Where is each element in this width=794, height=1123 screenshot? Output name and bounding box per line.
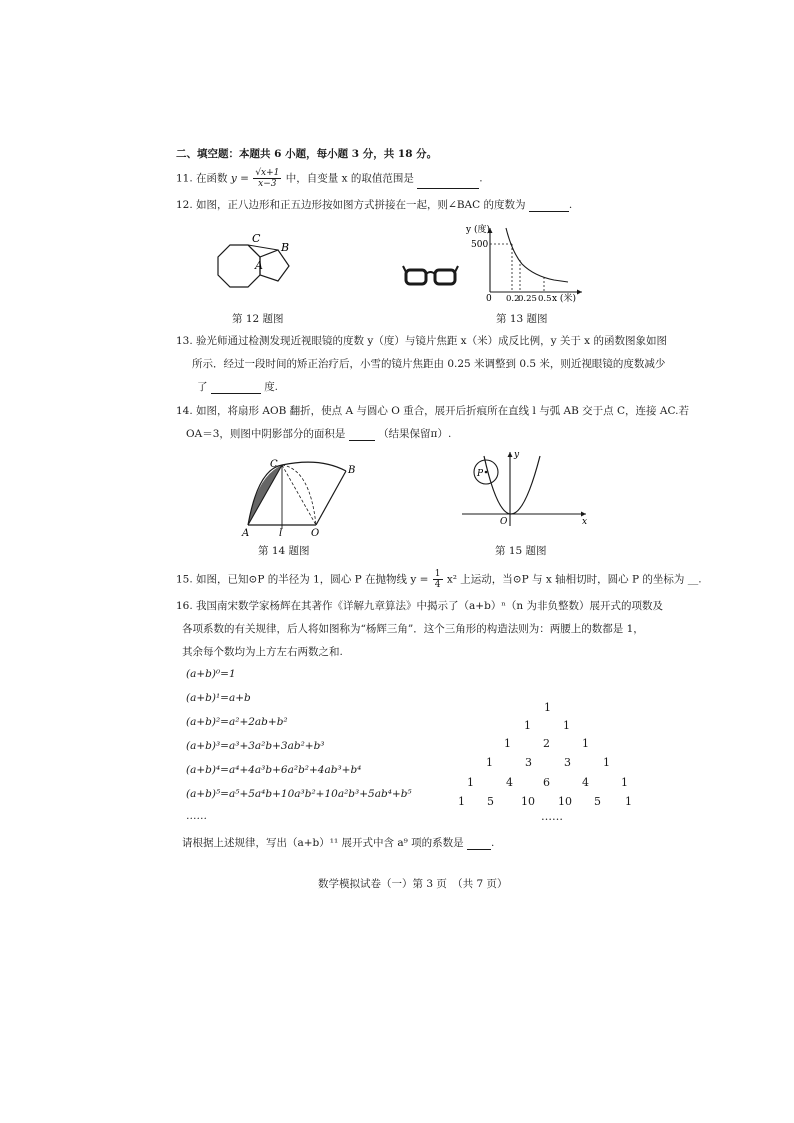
tri-r4-c0: 1 xyxy=(467,776,474,789)
glasses-icon xyxy=(402,264,460,290)
tri-r2-c1: 2 xyxy=(543,737,550,750)
q12-answer-blank[interactable] xyxy=(529,200,569,212)
tri-r1-c0: 1 xyxy=(524,719,531,732)
label-A: A xyxy=(242,528,250,539)
q13-line3-pre: 了 xyxy=(197,381,208,393)
tri-r1-c1: 1 xyxy=(563,719,570,732)
q14-number: 14. xyxy=(176,405,193,417)
label-C: C xyxy=(270,459,278,470)
hyperbola-curve xyxy=(506,228,568,282)
x-axis-arrow xyxy=(581,512,586,517)
tri-r3-c0: 1 xyxy=(486,756,493,769)
q11-text-after: 中，自变量 x 的取值范围是 xyxy=(285,172,414,185)
question-13-line1 xyxy=(176,334,667,348)
q14-answer-blank[interactable] xyxy=(349,429,375,441)
tick-0.25: 0.25 xyxy=(518,294,537,304)
q11-y-eq: y = xyxy=(230,172,249,185)
question-16-line1 xyxy=(176,599,663,613)
section-heading: 二、填空题：本题共 6 小题，每小题 3 分，共 18 分。 xyxy=(176,148,438,160)
expansion-4: (a+b)⁴=a⁴+4a³b+6a²b²+4ab³+b⁴ xyxy=(186,764,362,776)
figure-12 xyxy=(212,228,312,298)
q16-line3: 其余每个数均为上方左右两数之和. xyxy=(182,646,343,658)
question-11: 11. 在函数 y = $\frac{√x+1}{x-3}$ 中，自变量 x 的取值范围是 . xyxy=(176,168,483,189)
tri-r4-c1: 4 xyxy=(506,776,513,789)
figure-14 xyxy=(236,455,366,539)
q11-fraction xyxy=(253,168,281,189)
caption-15: 第 15 题图 xyxy=(495,545,547,557)
q13-answer-blank[interactable] xyxy=(211,382,261,394)
tri-more: …… xyxy=(541,810,563,823)
q11-answer-blank[interactable] xyxy=(417,177,479,189)
q16-question-end: . xyxy=(491,837,495,849)
q11-numerator: √x+1 xyxy=(255,168,280,178)
question-14-line2 xyxy=(186,427,451,441)
tri-r3-c1: 3 xyxy=(525,756,532,769)
expansion-2: (a+b)²=a²+2ab+b² xyxy=(186,716,288,728)
caption-14: 第 14 题图 xyxy=(258,545,310,557)
q15-frac-num: 1 xyxy=(434,569,441,579)
label-y: y xyxy=(514,450,520,460)
tick-0.5: 0.5 xyxy=(538,294,552,304)
tri-r3-c2: 3 xyxy=(564,756,571,769)
label-C: C xyxy=(252,232,261,245)
q15-fraction xyxy=(433,569,443,590)
q13-line1: 验光师通过检测发现近视眼镜的度数 y（度）与镜片焦距 x（米）成反比例，y 关于 x 的函数图象如图 xyxy=(196,335,667,347)
tri-r3-c3: 1 xyxy=(603,756,610,769)
segment-AC xyxy=(248,465,282,525)
label-B: B xyxy=(281,241,290,254)
figure-13-graph xyxy=(462,222,592,304)
expansion-1: (a+b)¹=a+b xyxy=(186,692,251,704)
q11-number: 11. xyxy=(176,172,193,185)
q13-line2: 所示．经过一段时间的矫正治疗后，小雪的镜片焦距由 0.25 米调整到 0.5 米，则近视眼镜的度数减少 xyxy=(192,358,666,370)
tri-r5-c4: 5 xyxy=(594,795,601,808)
segment-OB xyxy=(316,471,346,525)
label-O: O xyxy=(500,517,508,527)
q14-line1: 如图，将扇形 AOB 翻折，使点 A 与圆心 O 重合，展开后折痕所在直线 l 与弧 AB 交于点 C，连接 AC.若 xyxy=(196,405,689,417)
tri-r4-c3: 4 xyxy=(582,776,589,789)
tri-r5-c0: 1 xyxy=(458,795,465,808)
question-13-line3 xyxy=(197,380,278,394)
question-12: 12. 如图，正八边形和正五边形按如图方式拼接在一起，则∠BAC 的度数为 . xyxy=(176,199,573,211)
expansion-3: (a+b)³=a³+3a²b+3ab²+b³ xyxy=(186,740,325,752)
x-axis-label: x (米) xyxy=(552,294,576,304)
q15-text-after: x² 上运动，当⊙P 与 x 轴相切时，圆心 P 的坐标为 xyxy=(446,573,685,586)
label-B: B xyxy=(348,465,356,476)
expansion-5: (a+b)⁵=a⁵+5a⁴b+10a³b²+10a²b³+5ab⁴+b⁵ xyxy=(186,788,412,800)
q12-text: 如图，正八边形和正五边形按如图方式拼接在一起，则∠BAC 的度数为 xyxy=(196,199,526,211)
pentagon-shape xyxy=(260,250,289,281)
q13-number: 13. xyxy=(176,335,193,347)
q12-number: 12. xyxy=(176,199,193,211)
tri-r2-c0: 1 xyxy=(504,737,511,750)
q15-number: 15. xyxy=(176,573,193,586)
caption-13: 第 13 题图 xyxy=(496,313,548,325)
expansion-0: (a+b)⁰=1 xyxy=(186,668,236,680)
label-l: l xyxy=(279,528,283,539)
segment-CO xyxy=(282,465,316,525)
expansion-more: …… xyxy=(186,810,207,822)
label-P: P xyxy=(477,469,484,479)
q16-number: 16. xyxy=(176,600,193,612)
tri-r4-c2: 6 xyxy=(543,776,550,789)
caption-12: 第 12 题图 xyxy=(232,313,284,325)
q14-line2: OA＝3，则图中阴影部分的面积是 xyxy=(186,428,346,440)
tri-r4-c4: 1 xyxy=(621,776,628,789)
question-15 xyxy=(176,569,702,590)
question-16-ask xyxy=(182,836,494,850)
q11-text-before: 在函数 xyxy=(196,172,228,185)
label-O: O xyxy=(311,528,320,539)
tri-r0-c0: 1 xyxy=(544,701,551,714)
label-A: A xyxy=(255,259,263,272)
tri-r5-c1: 5 xyxy=(487,795,494,808)
x-axis-arrow xyxy=(577,290,582,295)
figure-15 xyxy=(458,448,592,530)
label-x: x xyxy=(582,517,588,527)
tri-r5-c3: 10 xyxy=(558,795,572,808)
q11-denominator: x−3 xyxy=(258,179,277,189)
q16-line1: 我国南宋数学家杨辉在其著作《详解九章算法》中揭示了（a+b）ⁿ（n 为非负整数）展开式的项数及 xyxy=(196,600,663,612)
q15-tail[interactable]: __. xyxy=(687,573,702,586)
tick-500: 500 xyxy=(471,240,489,250)
q14-line2-post: （结果保留π）. xyxy=(378,428,452,440)
y-axis-label: y (度) xyxy=(466,225,490,235)
y-axis-arrow xyxy=(508,452,513,457)
tick-0.2: 0.2 xyxy=(506,294,520,304)
q15-text-before: 如图，已知⊙P 的半径为 1，圆心 P 在抛物线 y = xyxy=(196,573,429,586)
parabola-curve xyxy=(484,456,540,514)
tri-r5-c2: 10 xyxy=(521,795,535,808)
q15-frac-den: 4 xyxy=(434,580,441,590)
tick-0: 0 xyxy=(486,294,492,304)
q16-line2: 各项系数的有关规律，后人将如图称为“杨辉三角”．这个三角形的构造法则为：两腰上的数都是 1， xyxy=(182,623,644,635)
page-footer: 数学模拟试卷（一）第 3 页 （共 7 页） xyxy=(318,878,508,890)
q16-question: 请根据上述规律，写出（a+b）¹¹ 展开式中含 a⁹ 项的系数是 xyxy=(182,837,464,849)
center-P xyxy=(485,471,488,474)
tri-r2-c2: 1 xyxy=(582,737,589,750)
q13-line3-post: 度. xyxy=(264,381,279,393)
q16-answer-blank[interactable] xyxy=(467,838,491,850)
question-14-line1 xyxy=(176,404,689,418)
tri-r5-c5: 1 xyxy=(625,795,632,808)
